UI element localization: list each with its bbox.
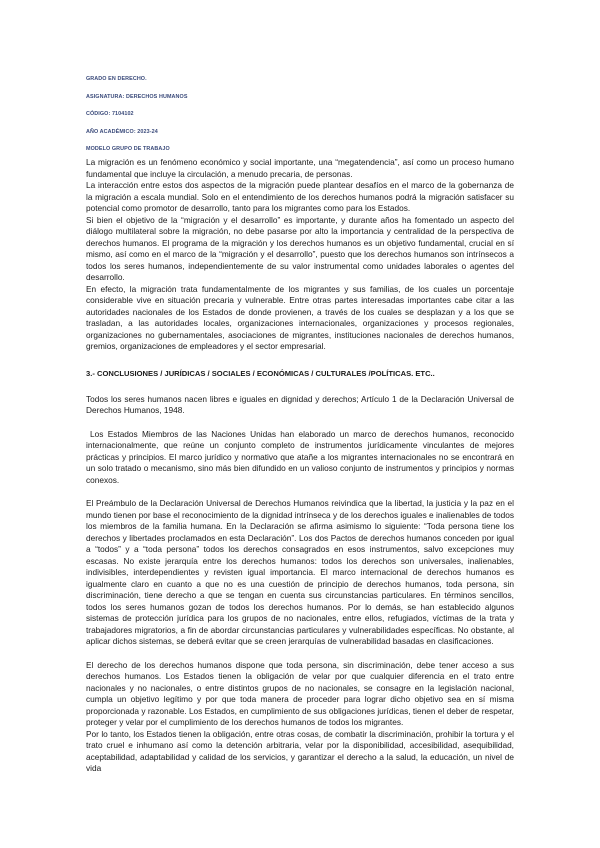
body-paragraph: El Preámbulo de la Declaración Universal de Derechos Humanos reivindica que la libertad, la justicia y la paz en el mundo tienen por base el reconocimiento de la dignidad intrínseca y de los derechos iguales e inalienables de todos los miembros de la familia humana. En la Declaración se afirma asimismo lo siguiente: “Toda persona tiene los derechos y libertades proclamados en esta Declaración”. Los dos Pactos de derechos humanos conceden por igual a “todos” y a “toda persona” todos los derechos consagrados en esos instrumentos, salvo excepciones muy escasas. No existe jerarquía entre los derechos humanos: todos los derechos son universales, inalienables, indivisibles, interdependientes y revisten igual importancia. El marco internacional de derechos humanos es igualmente claro en cuanto a que no es una cuestión de principio de derechos humanos, toda persona, sin discriminación, tiene derecho a que se tengan en cuenta sus circunstancias particulares. En términos sencillos, todos los seres humanos gozan de todos los derechos humanos. Por lo demás, se han establecido algunos sistemas de protección jurídica para los grupos de no nacionales, entre ellos, refugiados, víctimas de la trata y trabajadores migratorios, a fin de abordar circunstancias particulares y vulnerabilidades específicas. No obstante, al aplicar dichos sistemas, se deberá evitar que se creen jerarquías de vulnerabilidad basadas en clasificaciones.	[86, 498, 514, 647]
intro-paragraph: La interacción entre estos dos aspectos de la migración puede plantear desafíos en el marco de la gobernanza de la migración a escala mundial. Solo en el entendimiento de los derechos humanos podrá la migración satisfacer su potencial como promotor de desarrollo, tanto para los migrantes como para los Estados.	[86, 180, 514, 214]
intro-paragraph: En efecto, la migración trata fundamentalmente de los migrantes y sus familias, de los cuales un porcentaje considerable vive en situación precaria y vulnerable. Entre otras partes interesadas importantes cabe citar a las autoridades nacionales de los Estados de donde provienen, a través de los cuales se desplazan y a los que se trasladan, a las autoridades locales, organizaciones internacionales, organizaciones y procesos regionales, organizaciones no gubernamentales, asociaciones de migrantes, instituciones nacionales de derechos humanos, gremios, organizaciones de empleadores y el sector empresarial.	[86, 283, 514, 352]
section-heading: 3.- CONCLUSIONES / JURÍDICAS / SOCIALES / ECONÓMICAS / CULTURALES /POLÍTICAS. ETC..	[86, 368, 435, 378]
subject-label: ASIGNATURA: DERECHOS HUMANOS	[86, 93, 188, 100]
body-paragraph: Todos los seres humanos nacen libres e iguales en dignidad y derechos; Artículo 1 de la Declaración Universal de Derechos Humanos, 1948.	[86, 393, 514, 416]
intro-paragraph: Si bien el objetivo de la “migración y el desarrollo” es importante, y durante años ha fomentado un aspecto del diálogo multilateral sobre la migración, no debe pasarse por alto la importancia y centralidad de la perspectiva de derechos humanos. El programa de la migración y los derechos humanos es un objetivo fundamental, crucial en sí mismo, así como en el marco de la “migración y el desarrollo”, puesto que los derechos humanos son intrínsecos a todos los seres humanos, independientemente de su valor instrumental como unidades laborales o agentes del desarrollo.	[86, 214, 514, 283]
degree-label: GRADO EN DERECHO.	[86, 76, 147, 82]
body-paragraph: El derecho de los derechos humanos dispone que toda persona, sin discriminación, debe tener acceso a sus derechos humanos. Los Estados tienen la obligación de velar por que cualquier diferencia en el trato entre nacionales y no nacionales, o entre distintos grupos de no nacionales, se consagre en la legislación nacional, cumpla un objetivo legítimo y por que toda manera de proceder para lograr dicho objetivo sea en sí misma proporcionada y razonable. Los Estados, en cumplimiento de sus obligaciones jurídicas, tienen el deber de respetar, proteger y velar por el cumplimiento de los derechos humanos de todos los migrantes.	[86, 659, 514, 728]
code-label: CÓDIGO: 7104102	[86, 111, 134, 118]
document-page	[86, 76, 514, 775]
body-paragraph: Por lo tanto, los Estados tienen la obligación, entre otras cosas, de combatir la discriminación, prohibir la tortura y el trato cruel e inhumano así como la detención arbitraria, velar por la disponibilidad, accesibilidad, asequibilidad, aceptabilidad, adaptabilidad y calidad de los servicios, y garantizar el derecho a la salud, la educación, un nivel de vida	[86, 728, 514, 774]
body-paragraph: Los Estados Miembros de las Naciones Unidas han elaborado un marco de derechos humanos, reconocido internacionalmente, que reúne un conjunto completo de instrumentos jurídicamente vinculantes de mejores prácticas y principios. El marco jurídico y normativo que atañe a los migrantes internacionales no se encontrará en un solo tratado o mecanismo, sino más bien difundido en un valioso conjunto de instrumentos y principios y normas conexos.	[86, 428, 514, 485]
academic-year-label: AÑO ACADÉMICO: 2023-24	[86, 128, 158, 135]
model-label: MODELO GRUPO DE TRABAJO	[86, 146, 170, 153]
intro-paragraph: La migración es un fenómeno económico y social importante, una “megatendencia”, así como un proceso humano fundamental que incluye la circulación, a menudo precaria, de personas.	[86, 157, 514, 179]
